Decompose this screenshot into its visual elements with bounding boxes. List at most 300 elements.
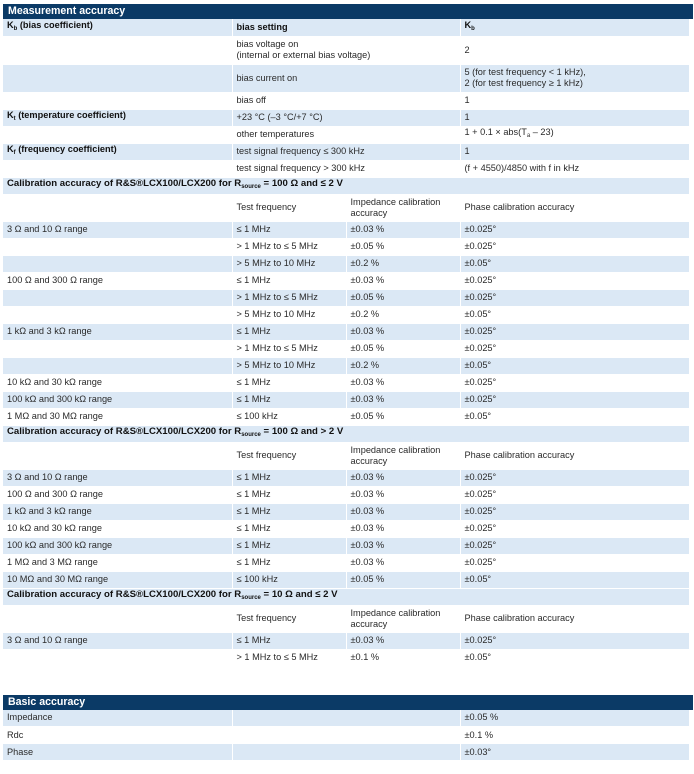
range-cell [3,632,232,649]
range-cell-text: 100 kΩ and 300 kΩ range [7,540,113,550]
phase-accuracy-cell-text: ±0.025° [464,635,497,645]
calibration-section-title [3,588,689,605]
range-header-empty [3,605,232,632]
phase-accuracy-cell-text: ±0.025° [464,506,497,516]
phase-accuracy-cell [460,255,689,272]
impedance-accuracy-cell-text: ±0.03 % [350,523,385,533]
impedance-accuracy-cell-text: ±0.03 % [350,635,385,645]
kf-value-cell-text: 1 [464,146,470,156]
calibration-row [3,221,689,238]
calibration-section-title-cell-text: = 100 Ω and ≤ 2 V [260,178,343,189]
kb-setting-cell-text: bias current on [236,72,298,83]
basic-accuracy-row [3,727,689,744]
kt-setting-cell-text: +23 °C (–3 °C/+7 °C) [236,112,323,122]
impedance-accuracy-cell-text: ±0.05 % [350,411,385,421]
kt-setting-cell [232,126,460,143]
range-cell [3,469,232,486]
kb-label-text: K [7,19,14,30]
impedance-accuracy-cell [346,503,460,520]
impedance-accuracy-header-text: accuracy [350,207,388,218]
impedance-accuracy-cell [346,340,460,357]
range-cell [3,255,232,272]
phase-accuracy-cell-text: ±0.05° [464,360,492,370]
calibration-row [3,632,689,649]
basic-accuracy-row [3,710,689,727]
impedance-accuracy-cell [346,272,460,289]
phase-accuracy-cell-text: ±0.025° [464,343,497,353]
range-cell-text: 10 kΩ and 30 kΩ range [7,377,102,387]
range-cell [3,554,232,571]
kb-empty-cell [3,92,232,109]
calibration-column-header-row [3,605,689,632]
basic-accuracy-middle [232,744,460,761]
calibration-section-title-cell [3,425,689,442]
calibration-row [3,486,689,503]
phase-accuracy-cell-text: ±0.025° [464,241,497,251]
test-frequency-cell-text: ≤ 1 MHz [236,489,271,499]
calibration-section-title-cell-text: Calibration accuracy of R&S®LCX100/LCX200 for R [7,178,242,189]
phase-accuracy-header [460,194,689,221]
phase-accuracy-cell [460,520,689,537]
kt-label [3,109,232,126]
calibration-section-title-cell-subscript: source [241,595,261,601]
phase-accuracy-cell [460,374,689,391]
calibration-section-title-cell [3,588,689,605]
test-frequency-cell-text: ≤ 1 MHz [236,326,271,336]
kf-setting-cell-text: test signal frequency > 300 kHz [236,163,365,173]
test-frequency-header-text: Test frequency [236,450,297,460]
phase-accuracy-cell [460,503,689,520]
impedance-accuracy-cell-text: ±0.03 % [350,540,385,550]
phase-accuracy-cell [460,469,689,486]
test-frequency-cell [232,255,346,272]
calibration-row [3,238,689,255]
kf-value-cell [460,143,689,160]
phase-accuracy-cell-text: ±0.05° [464,309,492,319]
kb-value-header-text: K [464,19,472,30]
test-frequency-cell-text: ≤ 1 MHz [236,506,271,516]
kf-row [3,143,689,160]
impedance-accuracy-cell-text: ±0.03 % [350,377,385,387]
test-frequency-header [232,605,346,632]
phase-accuracy-cell-text: ±0.025° [464,557,497,567]
phase-accuracy-cell [460,272,689,289]
phase-accuracy-cell-text: ±0.05° [464,574,492,584]
phase-accuracy-header-text: Phase calibration accuracy [464,202,575,212]
range-cell [3,289,232,306]
kt-value-cell-text: 1 [464,112,470,122]
phase-accuracy-cell [460,554,689,571]
calibration-row [3,469,689,486]
test-frequency-cell-text: > 5 MHz to 10 MHz [236,258,316,268]
phase-accuracy-cell [460,408,689,425]
range-header-empty [3,194,232,221]
kb-value-header-subscript: b [471,25,475,32]
phase-accuracy-cell-text: ±0.025° [464,540,497,550]
impedance-accuracy-cell-text: ±0.2 % [350,258,380,268]
calibration-row [3,649,689,666]
kf-setting-cell [232,160,460,177]
test-frequency-cell [232,469,346,486]
test-frequency-cell [232,632,346,649]
kb-row [3,64,689,92]
kf-setting-cell-text: test signal frequency ≤ 300 kHz [236,146,365,156]
impedance-accuracy-cell-text: ±0.03 % [350,326,385,336]
test-frequency-cell-text: > 5 MHz to 10 MHz [236,309,316,319]
impedance-accuracy-cell [346,289,460,306]
calibration-row [3,323,689,340]
measurement-accuracy-table [3,19,689,667]
kb-setting-header-text: bias setting [236,21,288,32]
phase-accuracy-cell-text: ±0.05° [464,652,492,662]
test-frequency-cell-text: > 1 MHz to ≤ 5 MHz [236,241,318,251]
calibration-section-title-cell-text: Calibration accuracy of R&S®LCX100/LCX200 for R [7,589,242,600]
test-frequency-header-text: Test frequency [236,202,297,212]
basic-accuracy-value-text: ±0.03° [464,746,492,757]
calibration-row [3,255,689,272]
kf-label [3,143,232,160]
test-frequency-cell [232,408,346,425]
kb-setting-cell [232,92,460,109]
range-cell [3,272,232,289]
kt-value-cell-text: – 23) [530,127,554,137]
impedance-accuracy-cell [346,238,460,255]
basic-accuracy-value [460,744,689,761]
test-frequency-cell-text: ≤ 100 kHz [236,411,278,421]
kf-label-text: (frequency coefficient) [15,144,117,154]
range-cell-text: 3 Ω and 10 Ω range [7,472,88,482]
kt-value-cell [460,126,689,143]
kb-value-header [460,19,689,36]
impedance-accuracy-cell-text: ±0.03 % [350,394,385,404]
calibration-section-title [3,177,689,194]
kb-value-cell [460,92,689,109]
test-frequency-cell-text: ≤ 1 MHz [236,557,271,567]
range-cell [3,537,232,554]
kt-setting-cell [232,109,460,126]
phase-accuracy-cell-text: ±0.025° [464,523,497,533]
kt-label-text: K [7,110,14,120]
range-cell [3,221,232,238]
impedance-accuracy-cell [346,323,460,340]
range-cell [3,374,232,391]
kt-value-cell [460,109,689,126]
phase-accuracy-header [460,442,689,469]
kb-label-text: (bias coefficient) [17,19,93,30]
test-frequency-cell [232,357,346,374]
impedance-accuracy-cell-text: ±0.05 % [350,241,385,251]
basic-accuracy-label-text: Phase [7,746,34,757]
phase-accuracy-cell-text: ±0.025° [464,394,497,404]
kb-setting-cell-text: (internal or external bias voltage) [236,50,371,60]
impedance-accuracy-cell-text: ±0.03 % [350,557,385,567]
basic-accuracy-value-text: ±0.1 % [464,729,494,740]
kt-value-cell-subscript: a [526,133,531,139]
kb-value-cell-text: 1 [464,95,470,105]
impedance-accuracy-cell [346,391,460,408]
range-cell [3,238,232,255]
phase-accuracy-cell-text: ±0.025° [464,292,497,302]
impedance-accuracy-cell [346,374,460,391]
impedance-accuracy-cell-text: ±0.05 % [350,292,385,302]
kt-value-cell-text: 1 + 0.1 × abs(T [464,127,527,137]
range-cell [3,649,232,666]
kb-label [3,19,232,36]
calibration-row [3,537,689,554]
test-frequency-cell [232,520,346,537]
range-cell-text: 1 kΩ and 3 kΩ range [7,506,92,516]
measurement-accuracy-header: Measurement accuracy [3,4,693,19]
basic-accuracy-middle [232,727,460,744]
impedance-accuracy-header [346,605,460,632]
basic-accuracy-value [460,710,689,727]
calibration-row [3,357,689,374]
kb-row [3,36,689,64]
kb-value-cell [460,36,689,64]
phase-accuracy-cell [460,306,689,323]
test-frequency-cell-text: ≤ 1 MHz [236,523,271,533]
phase-accuracy-cell [460,537,689,554]
test-frequency-cell-text: ≤ 1 MHz [236,394,271,404]
impedance-accuracy-cell [346,571,460,588]
test-frequency-cell-text: ≤ 1 MHz [236,472,271,482]
impedance-accuracy-cell-text: ±0.2 % [350,360,380,370]
phase-accuracy-cell-text: ±0.05° [464,258,492,268]
impedance-accuracy-cell [346,632,460,649]
phase-accuracy-cell-text: ±0.025° [464,326,497,336]
spacer [3,667,693,691]
kb-value-cell-text: 5 (for test frequency < 1 kHz), [464,67,586,77]
phase-accuracy-cell [460,632,689,649]
phase-accuracy-cell [460,357,689,374]
range-cell [3,503,232,520]
calibration-column-header-row [3,194,689,221]
calibration-row [3,571,689,588]
impedance-accuracy-cell-text: ±0.1 % [350,652,380,662]
test-frequency-cell [232,486,346,503]
range-cell [3,340,232,357]
calibration-section-title-cell-subscript: source [241,432,261,438]
kb-setting-cell-text: bias voltage on [236,39,299,49]
kb-setting-header [232,19,460,36]
impedance-accuracy-header-text: Impedance calibration [350,196,441,207]
calibration-row [3,374,689,391]
basic-accuracy-label [3,710,232,727]
kf-label-subscript: f [13,150,16,156]
test-frequency-cell [232,238,346,255]
calibration-section-title-cell-text: = 100 Ω and > 2 V [260,426,344,437]
phase-accuracy-header [460,605,689,632]
kf-setting-cell [232,143,460,160]
kb-value-cell-text: 2 (for test frequency ≥ 1 kHz) [464,78,583,88]
phase-accuracy-cell [460,649,689,666]
range-cell-text: 10 kΩ and 30 kΩ range [7,523,102,533]
calibration-section-title-cell-subscript: source [241,184,261,190]
kt-label-subscript: t [13,116,16,122]
kb-label-subscript: b [13,25,18,32]
datasheet-page [0,4,693,761]
basic-accuracy-value [460,727,689,744]
impedance-accuracy-cell-text: ±0.05 % [350,343,385,353]
phase-accuracy-cell [460,323,689,340]
phase-accuracy-cell-text: ±0.025° [464,275,497,285]
kb-empty-cell [3,36,232,64]
impedance-accuracy-cell [346,486,460,503]
test-frequency-cell [232,391,346,408]
kb-value-cell-text: 2 [464,44,470,55]
test-frequency-cell-text: > 5 MHz to 10 MHz [236,360,316,370]
impedance-accuracy-cell [346,469,460,486]
range-cell [3,357,232,374]
range-cell-text: 3 Ω and 10 Ω range [7,635,88,645]
range-cell [3,306,232,323]
kb-setting-cell-text: bias off [236,95,266,105]
impedance-accuracy-header [346,442,460,469]
test-frequency-cell [232,221,346,238]
calibration-row [3,503,689,520]
range-cell-text: 100 Ω and 300 Ω range [7,275,103,285]
impedance-accuracy-cell [346,306,460,323]
test-frequency-cell-text: ≤ 1 MHz [236,224,271,234]
phase-accuracy-cell-text: ±0.025° [464,377,497,387]
range-cell-text: 100 kΩ and 300 kΩ range [7,394,113,404]
test-frequency-cell-text: > 1 MHz to ≤ 5 MHz [236,343,318,353]
range-cell [3,571,232,588]
kt-row [3,109,689,126]
test-frequency-cell-text: ≤ 100 kHz [236,574,278,584]
test-frequency-cell-text: > 1 MHz to ≤ 5 MHz [236,652,318,662]
test-frequency-cell [232,323,346,340]
test-frequency-cell [232,571,346,588]
test-frequency-cell [232,340,346,357]
range-cell-text: 1 MΩ and 30 MΩ range [7,411,103,421]
impedance-accuracy-header-text: Impedance calibration [350,444,441,455]
kb-setting-cell [232,64,460,92]
impedance-accuracy-cell [346,408,460,425]
test-frequency-cell [232,306,346,323]
impedance-accuracy-header [346,194,460,221]
basic-accuracy-label-text: Rdc [7,729,24,740]
kb-header-row [3,19,689,36]
impedance-accuracy-header-text: Impedance calibration [350,607,441,618]
basic-accuracy-row [3,744,689,761]
range-cell-text: 100 Ω and 300 Ω range [7,489,103,499]
test-frequency-cell [232,289,346,306]
kt-label-text: (temperature coefficient) [15,110,126,120]
basic-accuracy-label [3,727,232,744]
phase-accuracy-cell-text: ±0.025° [464,472,497,482]
phase-accuracy-cell [460,340,689,357]
impedance-accuracy-header-text: accuracy [350,618,388,629]
calibration-row [3,520,689,537]
calibration-row [3,391,689,408]
range-cell [3,486,232,503]
kf-row [3,160,689,177]
impedance-accuracy-cell [346,649,460,666]
test-frequency-cell-text: ≤ 1 MHz [236,377,271,387]
kf-value-cell [460,160,689,177]
impedance-accuracy-cell-text: ±0.03 % [350,472,385,482]
phase-accuracy-cell-text: ±0.025° [464,489,497,499]
range-cell-text: 1 MΩ and 3 MΩ range [7,557,98,567]
calibration-row [3,554,689,571]
test-frequency-header [232,442,346,469]
phase-accuracy-header-text: Phase calibration accuracy [464,613,575,623]
kf-value-cell-text: (f + 4550)/4850 with f in kHz [464,163,580,173]
impedance-accuracy-cell [346,554,460,571]
kb-row [3,92,689,109]
phase-accuracy-cell-text: ±0.05° [464,411,492,421]
range-cell [3,408,232,425]
impedance-accuracy-header-text: accuracy [350,455,388,466]
phase-accuracy-cell [460,221,689,238]
range-header-empty [3,442,232,469]
range-cell-text: 10 MΩ and 30 MΩ range [7,574,109,584]
phase-accuracy-cell-text: ±0.025° [464,224,497,234]
test-frequency-cell [232,503,346,520]
calibration-row [3,306,689,323]
impedance-accuracy-cell [346,221,460,238]
test-frequency-cell [232,554,346,571]
test-frequency-cell [232,537,346,554]
phase-accuracy-cell [460,571,689,588]
calibration-section-title [3,425,689,442]
basic-accuracy-header: Basic accuracy [3,695,693,710]
test-frequency-header [232,194,346,221]
test-frequency-header-text: Test frequency [236,613,297,623]
basic-accuracy-middle [232,710,460,727]
phase-accuracy-header-text: Phase calibration accuracy [464,450,575,460]
calibration-section-title-cell-text: = 10 Ω and ≤ 2 V [260,589,338,600]
range-cell [3,520,232,537]
kb-setting-cell [232,36,460,64]
basic-accuracy-table [3,710,689,762]
test-frequency-cell [232,374,346,391]
calibration-row [3,272,689,289]
impedance-accuracy-cell-text: ±0.03 % [350,506,385,516]
kf-label-text: K [7,144,14,154]
calibration-row [3,340,689,357]
calibration-row [3,408,689,425]
basic-accuracy-value-text: ±0.05 % [464,712,499,723]
range-cell [3,323,232,340]
basic-accuracy-label-text: Impedance [7,712,53,723]
phase-accuracy-cell [460,486,689,503]
kt-setting-cell-text: other temperatures [236,129,315,139]
kb-value-cell [460,64,689,92]
kb-empty-cell [3,64,232,92]
impedance-accuracy-cell [346,357,460,374]
test-frequency-cell-text: ≤ 1 MHz [236,275,271,285]
test-frequency-cell-text: > 1 MHz to ≤ 5 MHz [236,292,318,302]
impedance-accuracy-cell [346,520,460,537]
kt-row [3,126,689,143]
calibration-row [3,289,689,306]
range-cell-text: 3 Ω and 10 Ω range [7,224,88,234]
test-frequency-cell [232,272,346,289]
impedance-accuracy-cell [346,255,460,272]
impedance-accuracy-cell-text: ±0.05 % [350,574,385,584]
phase-accuracy-cell [460,289,689,306]
impedance-accuracy-cell-text: ±0.03 % [350,489,385,499]
impedance-accuracy-cell-text: ±0.03 % [350,224,385,234]
impedance-accuracy-cell [346,537,460,554]
range-cell-text: 1 kΩ and 3 kΩ range [7,326,92,336]
calibration-column-header-row [3,442,689,469]
calibration-section-title-cell-text: Calibration accuracy of R&S®LCX100/LCX200 for R [7,426,242,437]
kf-empty-cell [3,160,232,177]
impedance-accuracy-cell-text: ±0.03 % [350,275,385,285]
